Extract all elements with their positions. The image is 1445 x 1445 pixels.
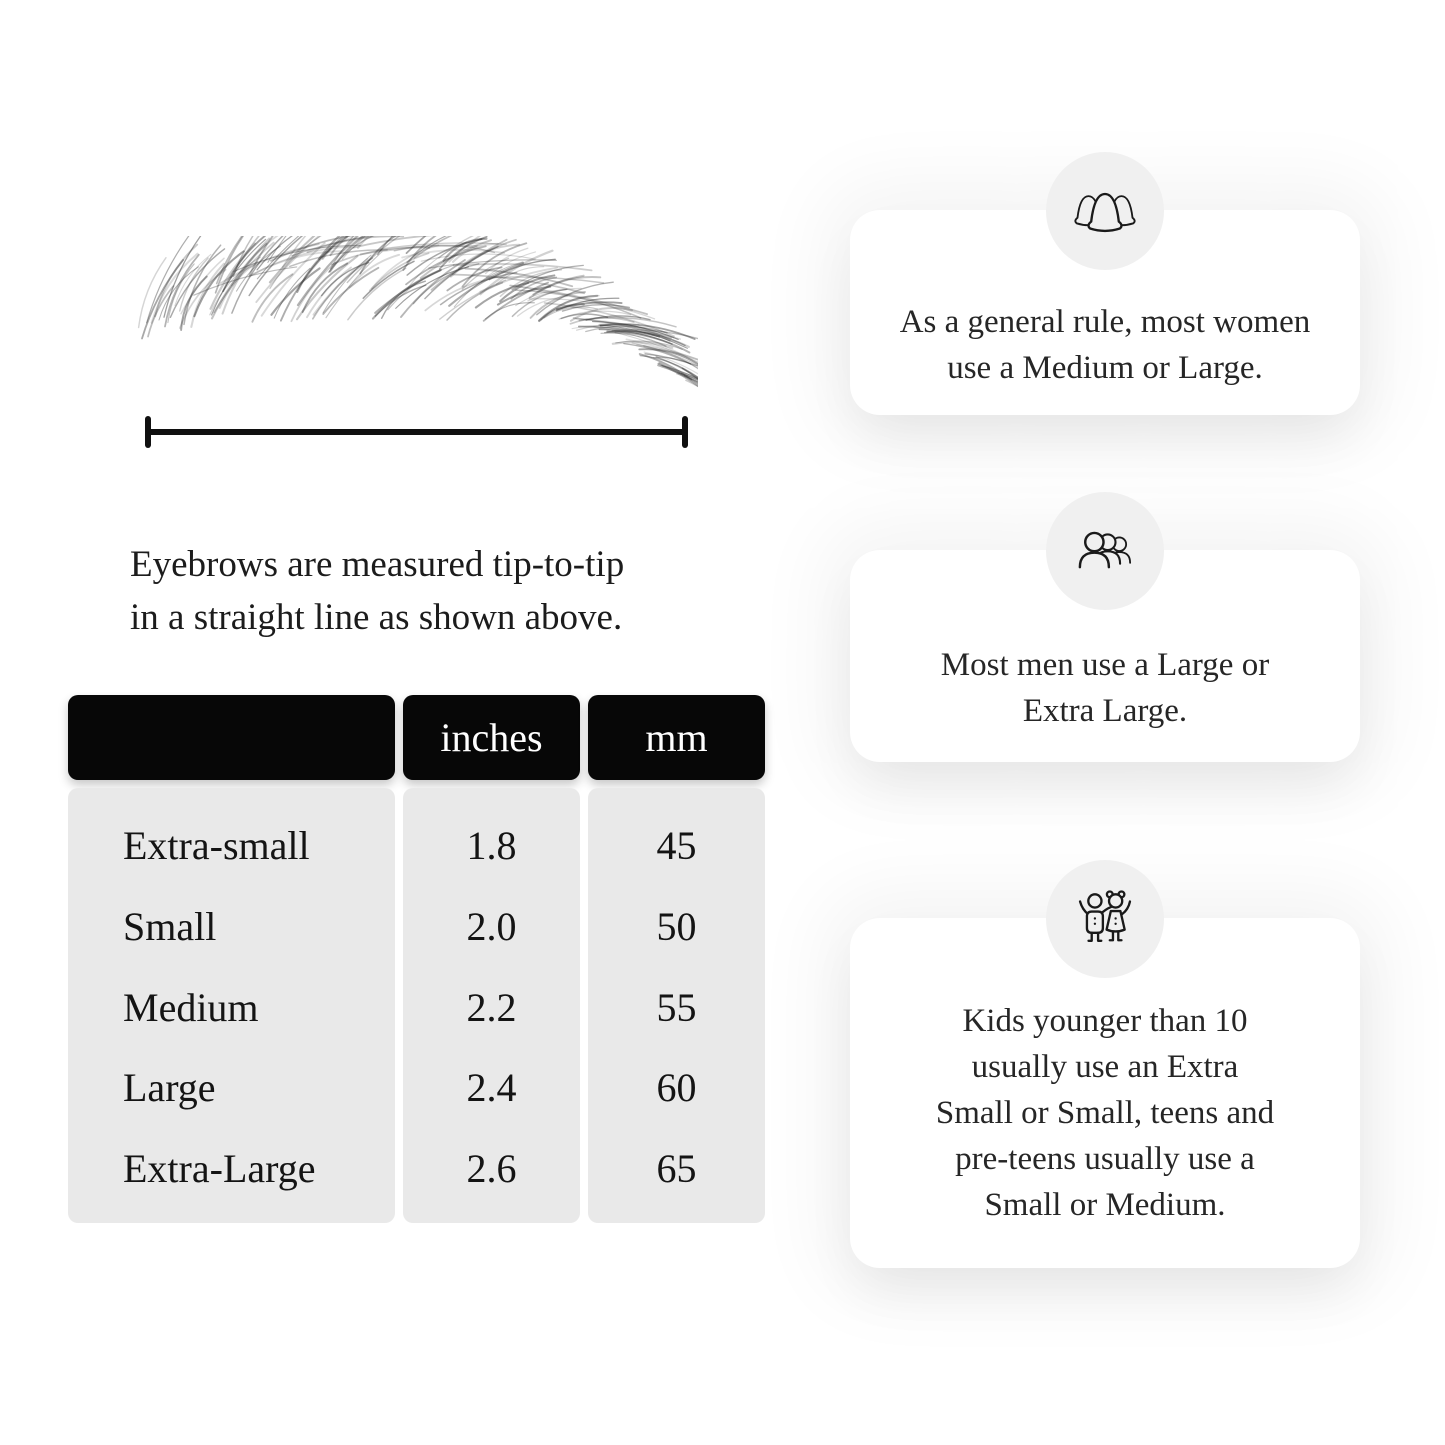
table-cell-mm: 60 [656,1065,697,1111]
figure-caption-line1: Eyebrows are measured tip-to-tip [130,544,625,585]
table-row-label: Medium [123,984,259,1030]
icon-circle [1046,152,1164,270]
card-text-line: use a Medium or Large. [947,349,1263,386]
table-cell-inches: 2.4 [466,1065,517,1111]
measurement-line [146,429,687,435]
card-text-kids [936,998,1274,1228]
table-cell-mm: 45 [656,823,697,868]
size-table [68,695,765,1223]
size-table-body [68,788,765,1223]
card-text-line: Kids younger than 10 [962,1003,1248,1039]
table-column-inches [403,788,580,1223]
table-cell-inches: 2.2 [466,984,517,1030]
eyebrow-illustration [118,236,698,401]
card-text-line: Small or Medium. [984,1187,1226,1223]
card-text-women [900,299,1311,391]
card-text-men [941,642,1269,734]
figure-caption-line2: in a straight line as shown above. [130,597,623,638]
icon-circle [1046,860,1164,978]
kids-icon [1071,885,1139,953]
eyebrow-hairs-drawing [118,236,698,401]
size-table-header [68,695,765,780]
card-text-line: As a general rule, most women [899,303,1311,340]
icon-circle [1046,492,1164,610]
card-text-line: pre-teens usually use a [955,1141,1255,1177]
card-text-line: Extra Large. [1022,693,1188,729]
table-cell-inches: 2.6 [466,1146,517,1191]
card-text-line: usually use an Extra [971,1049,1239,1085]
men-group-icon [1071,517,1139,585]
figure-caption [130,538,624,644]
table-header-inches: inches [403,695,580,780]
table-row-label: Extra-Large [123,1146,316,1191]
card-text-line: Small or Small, teens and [935,1095,1275,1131]
info-card-women [850,210,1360,415]
card-text-line: Most men use a Large or [940,647,1270,683]
table-header-size [68,695,395,780]
table-column-size [68,788,395,1223]
women-group-icon [1071,177,1139,245]
table-cell-mm: 55 [656,984,697,1030]
table-cell-mm: 65 [656,1146,697,1191]
info-card-men [850,550,1360,762]
table-column-mm [588,788,765,1223]
table-cell-mm: 50 [656,903,697,949]
info-card-kids [850,918,1360,1268]
table-row-label: Small [123,903,217,949]
table-cell-inches: 2.0 [466,903,517,949]
table-header-mm: mm [588,695,765,780]
table-row-label: Extra-small [123,823,310,868]
table-cell-inches: 1.8 [466,823,517,868]
table-row-label: Large [123,1065,216,1111]
